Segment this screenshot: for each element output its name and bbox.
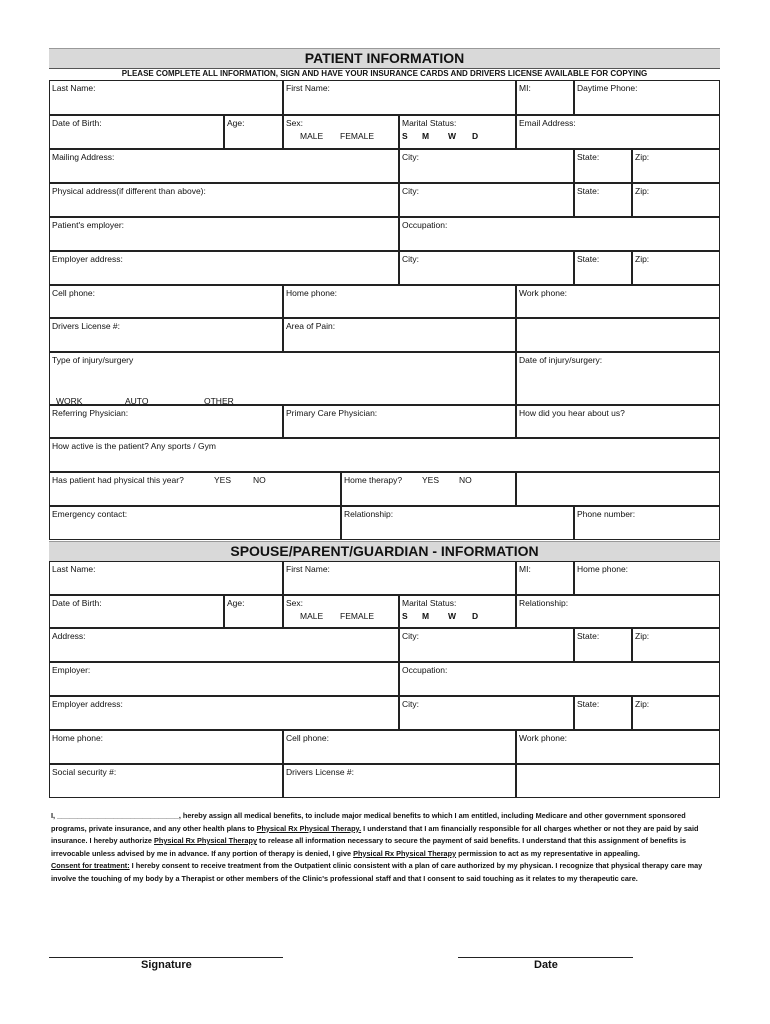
- spouse-address-field[interactable]: Address:: [49, 628, 399, 662]
- physical-city-field[interactable]: City:: [399, 183, 574, 217]
- spouse-sex-female-option[interactable]: FEMALE: [340, 611, 375, 621]
- spouse-section-title: SPOUSE/PARENT/GUARDIAN - INFORMATION: [49, 541, 720, 561]
- home-therapy-yes-option[interactable]: YES: [422, 475, 440, 485]
- spouse-cell-phone-field[interactable]: Cell phone:: [283, 730, 516, 764]
- spouse-blank-field[interactable]: [516, 764, 720, 798]
- spouse-dob-field[interactable]: Date of Birth:: [49, 595, 224, 628]
- first-name-field[interactable]: First Name:: [283, 80, 516, 115]
- injury-auto-option[interactable]: AUTO: [125, 396, 149, 406]
- spouse-drivers-license-field[interactable]: Drivers License #:: [283, 764, 516, 798]
- state-field[interactable]: State:: [574, 149, 632, 183]
- city-field[interactable]: City:: [399, 149, 574, 183]
- employer-city-field[interactable]: City:: [399, 251, 574, 285]
- spouse-city-field[interactable]: City:: [399, 628, 574, 662]
- primary-care-field[interactable]: Primary Care Physician:: [283, 405, 516, 438]
- drivers-license-field[interactable]: Drivers License #:: [49, 318, 283, 352]
- work-phone-field[interactable]: Work phone:: [516, 285, 720, 318]
- signature-label: Signature: [141, 959, 192, 971]
- spouse-home-phone-field-2[interactable]: Home phone:: [49, 730, 283, 764]
- hear-about-field[interactable]: How did you hear about us?: [516, 405, 720, 438]
- had-pt-yes-option[interactable]: YES: [214, 475, 232, 485]
- mi-field[interactable]: MI:: [516, 80, 574, 115]
- marital-status-field: Marital Status: S M W D: [399, 115, 516, 149]
- spouse-ssn-field[interactable]: Social security #:: [49, 764, 283, 798]
- date-label: Date: [534, 959, 558, 971]
- date-line[interactable]: [458, 957, 633, 958]
- had-pt-no-option[interactable]: NO: [253, 475, 266, 485]
- injury-other-option[interactable]: OTHER: [204, 396, 234, 406]
- last-name-field[interactable]: Last Name:: [49, 80, 283, 115]
- spouse-state-field[interactable]: State:: [574, 628, 632, 662]
- patient-section-title: PATIENT INFORMATION: [49, 48, 720, 68]
- marital-divorced-option[interactable]: D: [472, 131, 479, 141]
- spouse-work-phone-field[interactable]: Work phone:: [516, 730, 720, 764]
- employer-state-field[interactable]: State:: [574, 251, 632, 285]
- spouse-zip-field[interactable]: Zip:: [632, 628, 720, 662]
- spouse-employer-field[interactable]: Employer:: [49, 662, 399, 696]
- clinic-name-2: Physical Rx Physical Therapy: [154, 836, 258, 845]
- home-therapy-field: Home therapy? YES NO: [341, 472, 516, 506]
- cell-phone-field[interactable]: Cell phone:: [49, 285, 283, 318]
- activity-field[interactable]: How active is the patient? Any sports / Gym: [49, 438, 720, 472]
- employer-address-field[interactable]: Employer address:: [49, 251, 399, 285]
- sex-field: Sex: MALE FEMALE: [283, 115, 399, 149]
- area-of-pain-field[interactable]: Area of Pain:: [283, 318, 516, 352]
- physical-state-field[interactable]: State:: [574, 183, 632, 217]
- clinic-name: Physical Rx Physical Therapy.: [256, 823, 362, 833]
- spouse-marital-status-field: Marital Status: S M W D: [399, 595, 516, 628]
- spouse-employer-address-field[interactable]: Employer address:: [49, 696, 399, 730]
- home-phone-field[interactable]: Home phone:: [283, 285, 516, 318]
- injury-work-option[interactable]: WORK: [56, 396, 83, 406]
- sex-female-option[interactable]: FEMALE: [340, 131, 375, 141]
- spouse-marital-single-option[interactable]: S: [402, 611, 408, 621]
- clinic-name-3: Physical Rx Physical Therapy: [353, 848, 457, 858]
- blank-field-2[interactable]: [516, 472, 720, 506]
- dob-field[interactable]: Date of Birth:: [49, 115, 224, 149]
- emergency-contact-field[interactable]: Emergency contact:: [49, 506, 341, 540]
- spouse-sex-male-option[interactable]: MALE: [300, 611, 324, 621]
- physical-address-field[interactable]: Physical address(if different than above):: [49, 183, 399, 217]
- spouse-employer-state-field[interactable]: State:: [574, 696, 632, 730]
- email-field[interactable]: Email Address:: [516, 115, 720, 149]
- spouse-last-name-field[interactable]: Last Name:: [49, 561, 283, 595]
- marital-married-option[interactable]: M: [422, 131, 430, 141]
- injury-date-field[interactable]: Date of injury/surgery:: [516, 352, 720, 405]
- spouse-sex-field: Sex: MALE FEMALE: [283, 595, 399, 628]
- marital-single-option[interactable]: S: [402, 131, 408, 141]
- had-pt-field: Has patient had physical this year? YES NO: [49, 472, 341, 506]
- spouse-first-name-field[interactable]: First Name:: [283, 561, 516, 595]
- benefits-assignment-text: I, ______________________________, hereby assign all medical benefits, to include major medical benefits to which I am entitled, including Medicare and other government sponsored programs, private insurance, and any other health plans to Physical Rx Physical Therapy. I understand that I am financially responsible for all charges whether or not they are paid by said insurance. I hereby authorize Physical Rx Physical Therapy to release all information necessary to secure the payment of said benefits. I understand that this assignment of benefits is irrevocable unless advised by me in advance. If any portion of therapy is denied, I give Physical Rx Physical Therapy permission to act as my representative in appealing. Consent for treatment: I hereby consent to receive treatment from the Outpatient clinic consistent with a plan of care authorized by my physican. I recognize that physical therapy care may involve the touching of my body by a Therapist or other members of the Clinic's professional staff and that I consent to said touching as it relates to my therapeutic care.: [51, 811, 703, 883]
- signature-line[interactable]: [49, 957, 283, 958]
- referring-physician-field[interactable]: Referring Physician:: [49, 405, 283, 438]
- spouse-relationship-field[interactable]: Relationship:: [516, 595, 720, 628]
- spouse-employer-zip-field[interactable]: Zip:: [632, 696, 720, 730]
- spouse-age-field[interactable]: Age:: [224, 595, 283, 628]
- spouse-marital-divorced-option[interactable]: D: [472, 611, 479, 621]
- physical-zip-field[interactable]: Zip:: [632, 183, 720, 217]
- age-field[interactable]: Age:: [224, 115, 283, 149]
- zip-field[interactable]: Zip:: [632, 149, 720, 183]
- home-therapy-no-option[interactable]: NO: [459, 475, 472, 485]
- spouse-marital-married-option[interactable]: M: [422, 611, 430, 621]
- mailing-address-field[interactable]: Mailing Address:: [49, 149, 399, 183]
- blank-field[interactable]: [516, 318, 720, 352]
- spouse-employer-city-field[interactable]: City:: [399, 696, 574, 730]
- spouse-marital-widowed-option[interactable]: W: [448, 611, 457, 621]
- employer-field[interactable]: Patient's employer:: [49, 217, 399, 251]
- consent-label: Consent for treatment:: [51, 861, 130, 870]
- sex-male-option[interactable]: MALE: [300, 131, 324, 141]
- employer-zip-field[interactable]: Zip:: [632, 251, 720, 285]
- patient-instructions: PLEASE COMPLETE ALL INFORMATION, SIGN AND HAVE YOUR INSURANCE CARDS AND DRIVERS LICENSE AVAILABLE FOR COPYING: [49, 68, 720, 79]
- injury-type-field[interactable]: Type of injury/surgery WORK AUTO OTHER: [49, 352, 516, 405]
- emergency-phone-field[interactable]: Phone number:: [574, 506, 720, 540]
- spouse-occupation-field[interactable]: Occupation:: [399, 662, 720, 696]
- spouse-mi-field[interactable]: MI:: [516, 561, 574, 595]
- emergency-relationship-field[interactable]: Relationship:: [341, 506, 574, 540]
- spouse-home-phone-field[interactable]: Home phone:: [574, 561, 720, 595]
- marital-widowed-option[interactable]: W: [448, 131, 457, 141]
- daytime-phone-field[interactable]: Daytime Phone:: [574, 80, 720, 115]
- occupation-field[interactable]: Occupation:: [399, 217, 720, 251]
